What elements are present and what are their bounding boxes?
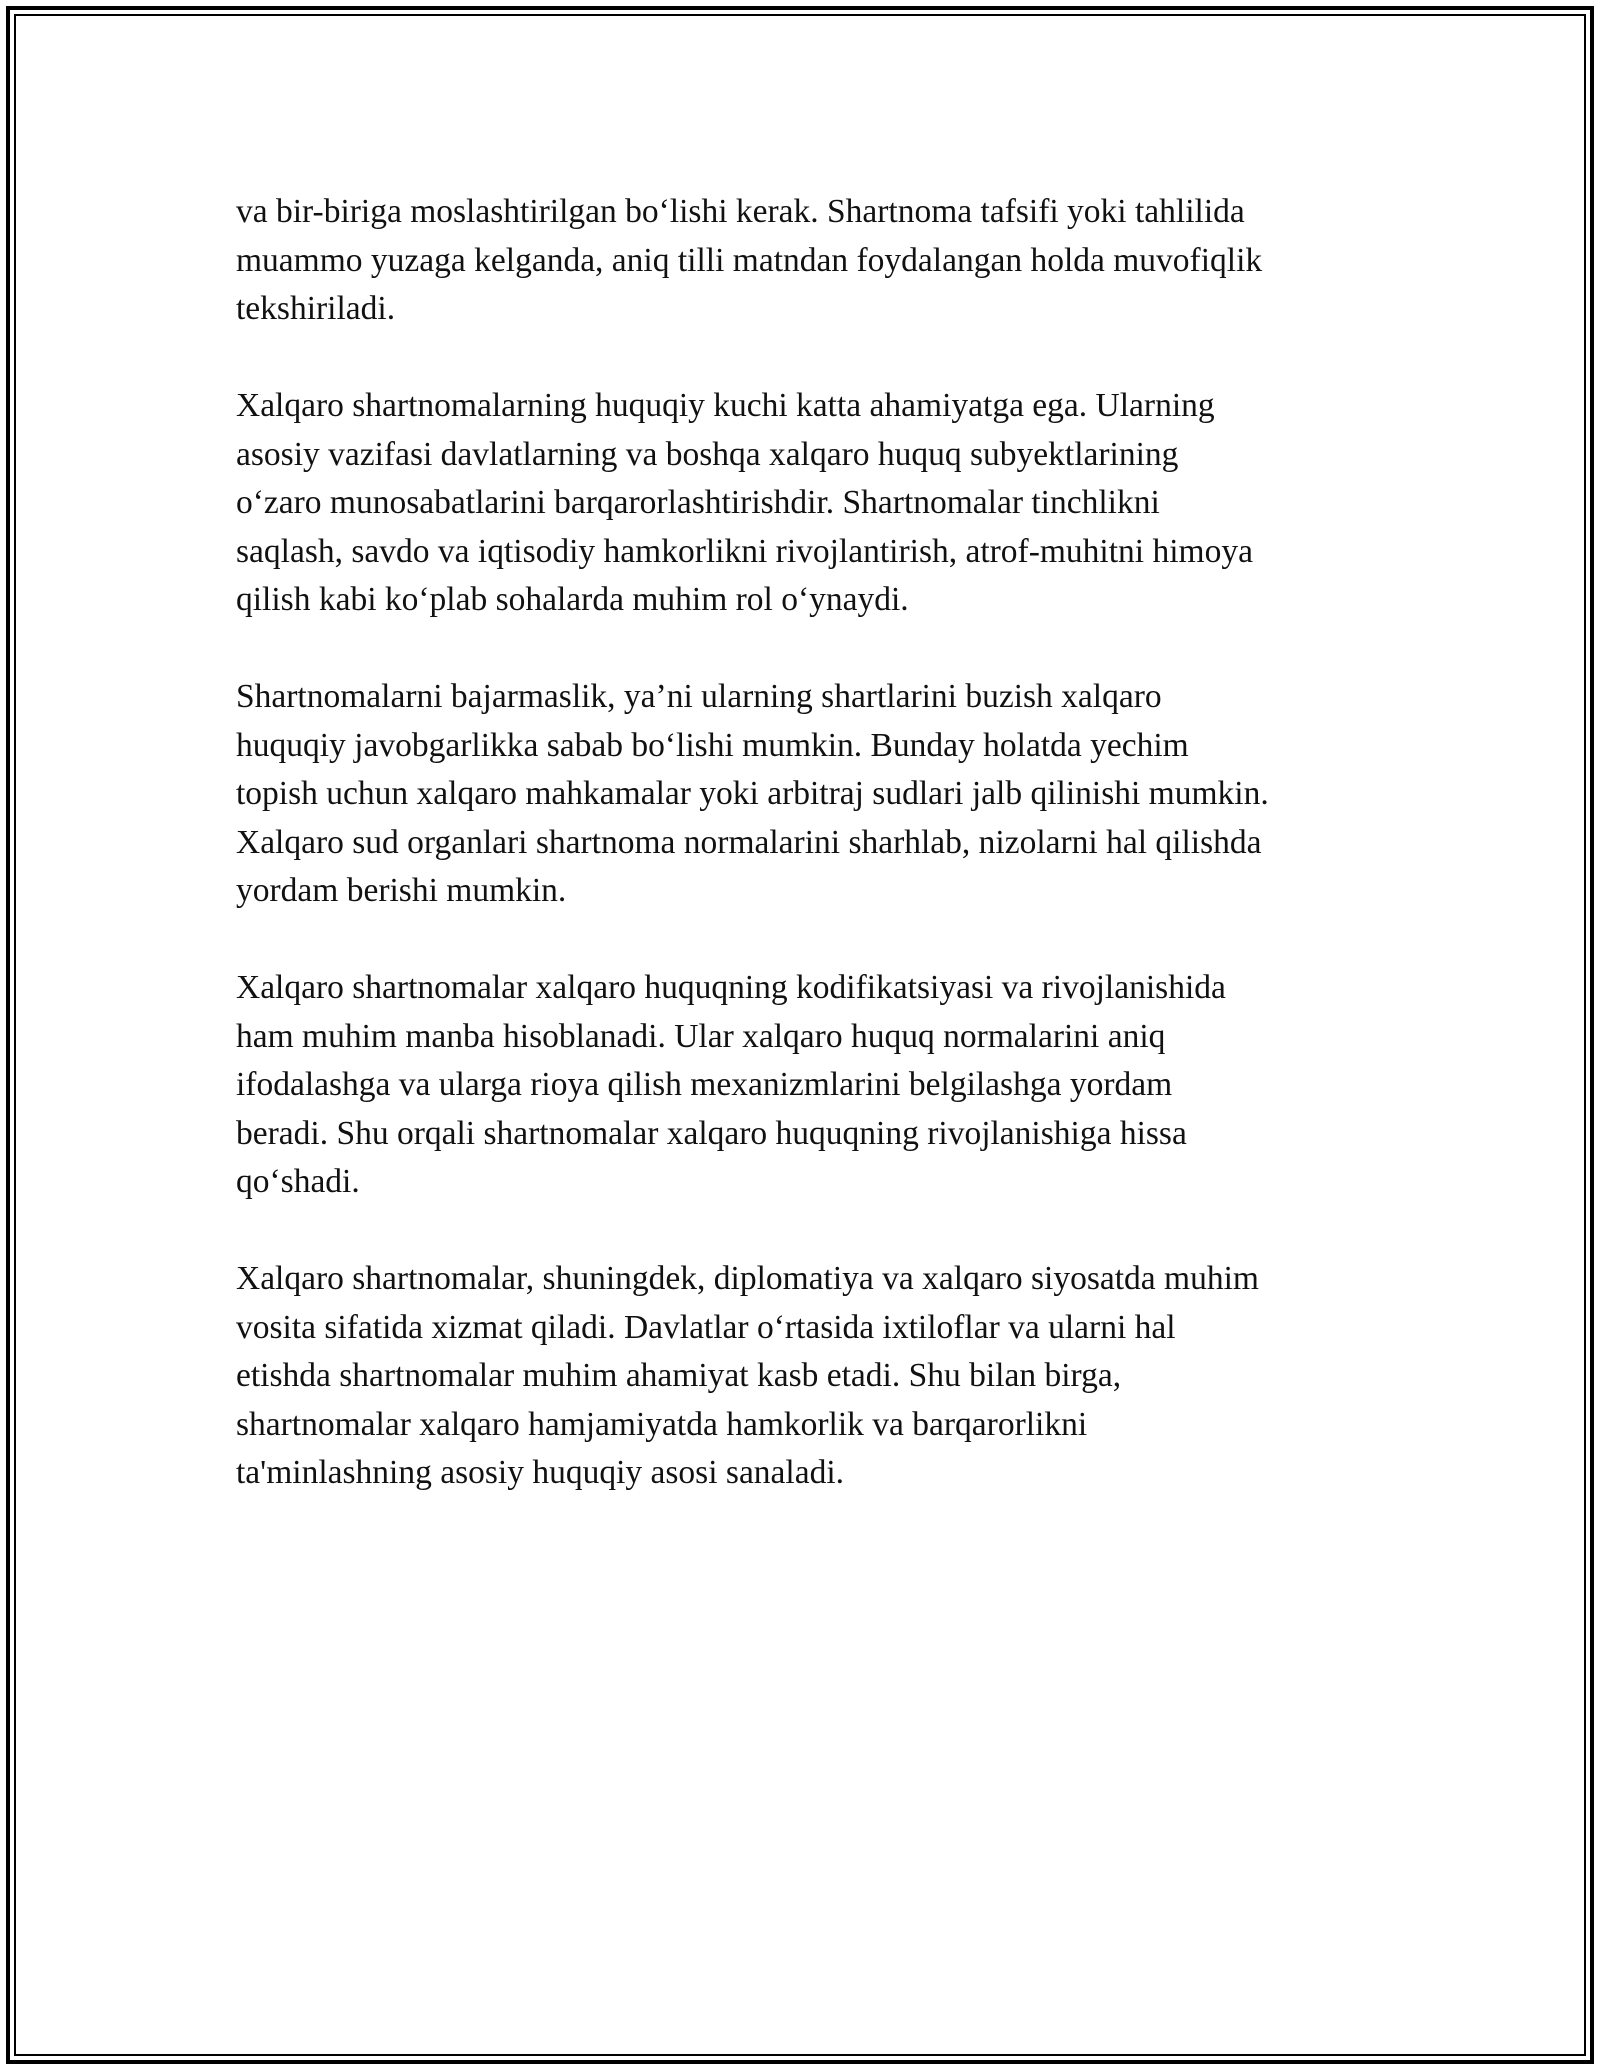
text-line: o‘zaro munosabatlarini barqarorlashtirishdir. Shartnomalar tinchlikni xyxy=(236,484,1160,521)
text-line: muammo yuzaga kelganda, aniq tilli matndan foydalangan holda muvofiqlik xyxy=(236,241,1263,279)
paragraph xyxy=(236,964,1376,1207)
text-line: qilish kabi ko‘plab sohalarda muhim rol o‘ynaydi. xyxy=(236,581,909,618)
text-line: vosita sifatida xizmat qiladi. Davlatlar o‘rtasida ixtiloflar va ularni hal xyxy=(236,1308,1176,1346)
paragraph xyxy=(236,188,1376,334)
text-line: Xalqaro shartnomalarning huquqiy kuchi katta ahamiyatga ega. Ularning xyxy=(236,387,1215,424)
text-line: ham muhim manba hisoblanadi. Ular xalqaro huquq normalarini aniq xyxy=(236,1017,1166,1055)
text-line: va bir-biriga moslashtirilgan bo‘lishi kerak. Shartnoma tafsifi yoki tahlilida xyxy=(236,193,1245,230)
text-line: Xalqaro shartnomalar, shuningdek, diplomatiya va xalqaro siyosatda muhim xyxy=(236,1260,1259,1297)
text-line: beradi. Shu orqali shartnomalar xalqaro huquqning rivojlanishiga hissa xyxy=(236,1114,1187,1152)
text-line: Xalqaro shartnomalar xalqaro huquqning kodifikatsiyasi va rivojlanishida xyxy=(236,969,1226,1006)
text-line: topish uchun xalqaro mahkamalar yoki arbitraj sudlari jalb qilinishi mumkin. xyxy=(236,775,1269,812)
text-line: ifodalashga va ularga rioya qilish mexanizmlarini belgilashga yordam xyxy=(236,1066,1173,1103)
text-line: asosiy vazifasi davlatlarning va boshqa xalqaro huquq subyektlarining xyxy=(236,435,1179,473)
text-line: Shartnomalarni bajarmaslik, ya’ni ularning shartlarini buzish xalqaro xyxy=(236,678,1162,715)
text-line: yordam berishi mumkin. xyxy=(236,872,567,909)
text-line: shartnomalar xalqaro hamjamiyatda hamkorlik va barqarorlikni xyxy=(236,1405,1088,1443)
text-line: ta'minlashning asosiy huquqiy asosi sanaladi. xyxy=(236,1454,845,1491)
text-line: etishda shartnomalar muhim ahamiyat kasb etadi. Shu bilan birga, xyxy=(236,1357,1122,1394)
text-line: Xalqaro sud organlari shartnoma normalarini sharhlab, nizolarni hal qilishda xyxy=(236,823,1262,861)
paragraph xyxy=(236,382,1376,625)
paragraph xyxy=(236,1255,1376,1498)
text-line: qo‘shadi. xyxy=(236,1163,360,1200)
document-body xyxy=(236,188,1376,1546)
paragraph xyxy=(236,673,1376,916)
text-line: saqlash, savdo va iqtisodiy hamkorlikni rivojlantirish, atrof-muhitni himoya xyxy=(236,532,1253,570)
text-line: tekshiriladi. xyxy=(236,290,396,327)
text-line: huquqiy javobgarlikka sabab bo‘lishi mumkin. Bunday holatda yechim xyxy=(236,726,1189,764)
